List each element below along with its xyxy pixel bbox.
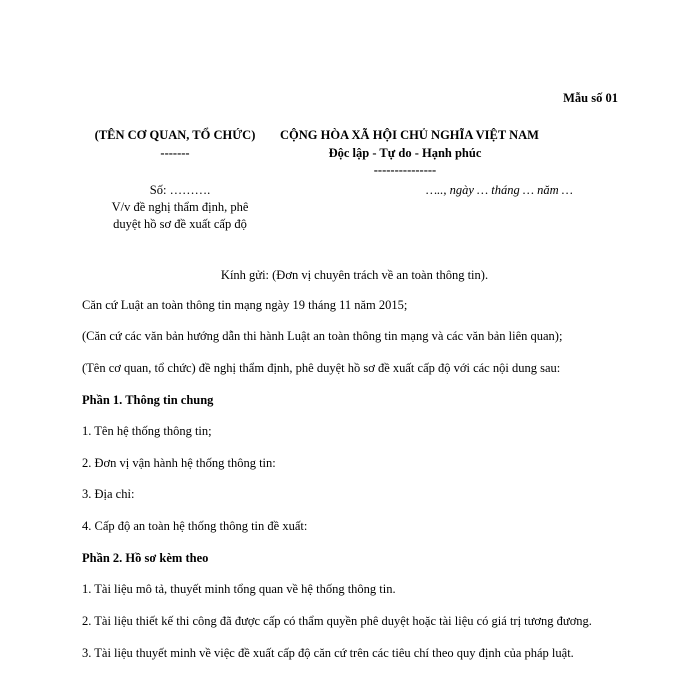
- section-heading: Phần 2. Hồ sơ kèm theo: [82, 550, 209, 565]
- recipient-line: Kính gửi: (Đơn vị chuyên trách về an toàn thông tin).: [220, 268, 489, 282]
- list-item: 2. Đơn vị vận hành hệ thống thông tin:: [82, 455, 276, 470]
- national-title: CỘNG HÒA XÃ HỘI CHỦ NGHĨA VIỆT NAM: [280, 128, 539, 142]
- section-heading: Phần 1. Thông tin chung: [82, 392, 214, 407]
- subject-line-2: duyệt hồ sơ đề xuất cấp độ: [113, 216, 247, 231]
- national-divider: ---------------: [373, 163, 437, 178]
- list-item: 4. Cấp độ an toàn hệ thống thông tin đề xuất:: [82, 519, 308, 533]
- document-number: Số: ……….: [149, 183, 211, 197]
- document-body: [82, 268, 627, 677]
- preamble-paragraph: Căn cứ Luật an toàn thông tin mạng ngày 19 tháng 11 năm 2015;: [82, 297, 408, 312]
- date-line: ….., ngày … tháng … năm …: [426, 183, 573, 197]
- subject-line-1: V/v đề nghị thẩm định, phê: [111, 199, 249, 214]
- organization-divider: -------: [160, 145, 190, 160]
- list-item: 1. Tài liệu mô tả, thuyết minh tổng quan về hệ thống thông tin.: [82, 582, 396, 597]
- national-heading-block: [280, 128, 539, 179]
- list-item: 1. Tên hệ thống thông tin;: [82, 424, 212, 439]
- organization-block: [80, 128, 270, 161]
- preamble-paragraph: (Căn cứ các văn bản hướng dẫn thi hành Luật an toàn thông tin mạng và các văn bản liên quan);: [82, 329, 563, 344]
- list-item: 3. Địa chỉ:: [82, 487, 135, 502]
- document-number-block: [80, 183, 280, 232]
- preamble-paragraph: (Tên cơ quan, tổ chức) đề nghị thẩm định, phê duyệt hồ sơ đề xuất cấp độ với các nội dung sau:: [82, 360, 561, 375]
- organization-name: (TÊN CƠ QUAN, TỔ CHỨC): [94, 128, 256, 142]
- list-item: 2. Tài liệu thiết kế thi công đã được cấp có thẩm quyền phê duyệt hoặc tài liệu có giá trị tương đương.: [82, 613, 592, 628]
- national-motto: Độc lập - Tự do - Hạnh phúc: [328, 145, 482, 160]
- form-number: Mẫu số 01: [563, 91, 618, 105]
- list-item: 3. Tài liệu thuyết minh về việc đề xuất cấp độ căn cứ trên các tiêu chí theo quy định của pháp luật.: [82, 645, 574, 660]
